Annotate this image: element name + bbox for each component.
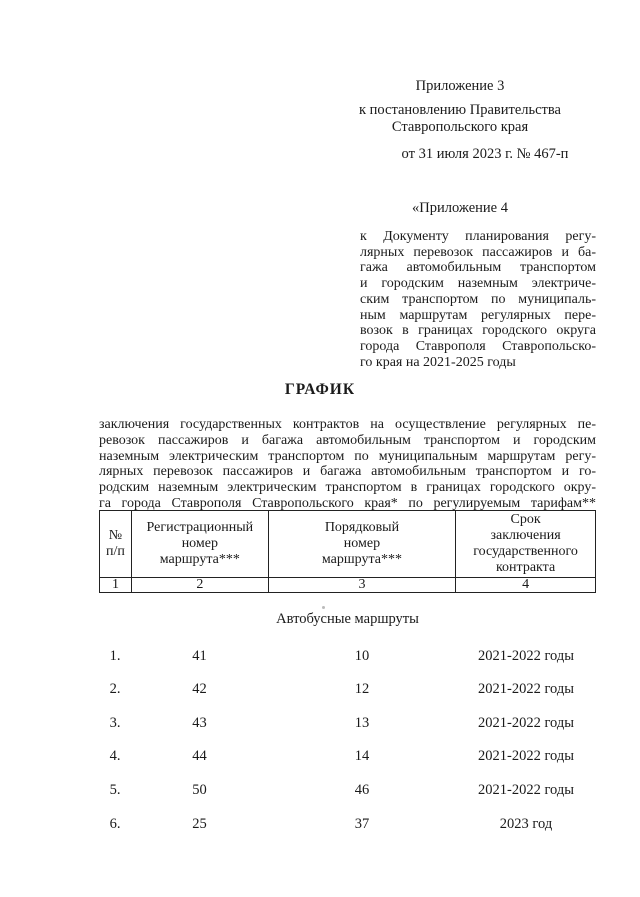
header-cell-ordinal	[268, 511, 455, 578]
header-cell-registration	[131, 511, 268, 578]
intro-line: лярных перевозок пассажиров и багажа автомобильным транспортом и го-	[99, 464, 596, 480]
appendix4-title: «Приложение 4	[412, 200, 508, 216]
row-ordinal-number: 13	[354, 715, 370, 731]
table-row	[99, 816, 596, 836]
header-text: номер	[181, 536, 218, 551]
row-contract-term: 2021-2022 годы	[478, 748, 574, 764]
table-row	[99, 748, 596, 768]
header-text: маршрута***	[159, 552, 240, 567]
header-text: Срок	[510, 512, 541, 527]
row-number: 4.	[109, 748, 121, 764]
row-contract-term: 2021-2022 годы	[478, 782, 574, 798]
table-row	[99, 715, 596, 735]
appendix4-line: гажа автомобильным транспортом	[360, 260, 596, 276]
appendix4-line: к Документу планирования регу-	[360, 229, 596, 244]
header-cell-term	[456, 511, 596, 578]
appendix4-line: го края на 2021-2025 годы	[360, 354, 516, 370]
row-contract-term: 2021-2022 годы	[478, 648, 574, 664]
appendix-reference-line: Ставропольского края	[391, 119, 529, 135]
row-registration-number: 44	[192, 748, 207, 764]
document-title: ГРАФИК	[284, 381, 356, 398]
header-text: маршрута***	[321, 552, 402, 567]
row-ordinal-number: 10	[354, 648, 370, 664]
row-registration-number: 50	[192, 782, 207, 798]
row-contract-term: 2021-2022 годы	[478, 681, 574, 697]
appendix-reference-line: к постановлению Правительства	[359, 102, 561, 118]
row-ordinal-number: 12	[354, 681, 370, 697]
column-number-cell: 3	[268, 578, 455, 593]
appendix-date: от 31 июля 2023 г. № 467-п	[401, 146, 569, 162]
row-ordinal-number: 46	[354, 782, 370, 798]
section-title: Автобусные маршруты	[276, 611, 419, 627]
header-text: Регистрационный	[146, 520, 254, 535]
scan-speck	[322, 606, 325, 609]
row-number: 2.	[109, 681, 121, 697]
row-number: 3.	[109, 715, 121, 731]
header-text: номер	[343, 536, 381, 551]
appendix4-line: города Ставрополя Ставропольско-	[360, 338, 596, 354]
appendix-reference	[340, 102, 580, 136]
appendix4-line: ным маршрутам регулярных пере-	[360, 307, 596, 323]
header-text: №	[108, 528, 123, 543]
header-text: контракта	[495, 560, 556, 575]
header-text: заключения	[490, 528, 561, 543]
row-registration-number: 41	[192, 648, 207, 664]
schedule-table-header	[99, 510, 596, 593]
row-number: 6.	[109, 816, 121, 832]
row-ordinal-number: 14	[354, 748, 370, 764]
table-row	[99, 648, 596, 668]
appendix4-line: и городским наземным электриче-	[360, 276, 596, 292]
header-cell-number	[100, 511, 132, 578]
column-number-cell: 4	[456, 578, 596, 593]
column-number-cell: 2	[131, 578, 268, 593]
row-number: 5.	[109, 782, 121, 798]
intro-line: родским наземным электрическим транспортом в границах городского окру-	[99, 480, 596, 496]
intro-line: наземным электрическим транспортом по муниципальным маршрутам регу-	[99, 448, 596, 464]
appendix4-line: ским транспортом по муниципаль-	[360, 291, 596, 307]
column-number-cell: 1	[100, 578, 132, 593]
header-text: государственного	[473, 544, 578, 559]
header-text: п/п	[106, 544, 125, 559]
row-registration-number: 25	[192, 816, 207, 832]
intro-line: га города Ставрополя Ставропольского края* по регулируемым тарифам**	[99, 495, 596, 511]
row-number: 1.	[109, 648, 121, 664]
intro-line: заключения государственных контрактов на осуществление регулярных пе-	[99, 417, 596, 432]
row-registration-number: 42	[192, 681, 207, 697]
appendix4-reference	[360, 229, 596, 370]
intro-paragraph	[99, 417, 596, 512]
row-ordinal-number: 37	[354, 816, 370, 832]
table-row	[99, 681, 596, 701]
row-contract-term: 2021-2022 годы	[478, 715, 574, 731]
appendix4-line: возок в границах городского округа	[360, 323, 596, 339]
row-registration-number: 43	[192, 715, 207, 731]
row-contract-term: 2023 год	[499, 816, 553, 832]
table-row	[99, 782, 596, 802]
appendix-title: Приложение 3	[415, 78, 505, 94]
appendix4-line: лярных перевозок пассажиров и ба-	[360, 244, 596, 260]
intro-line: ревозок пассажиров и багажа автомобильным транспортом и городским	[99, 432, 596, 448]
header-text: Порядковый	[324, 520, 400, 535]
